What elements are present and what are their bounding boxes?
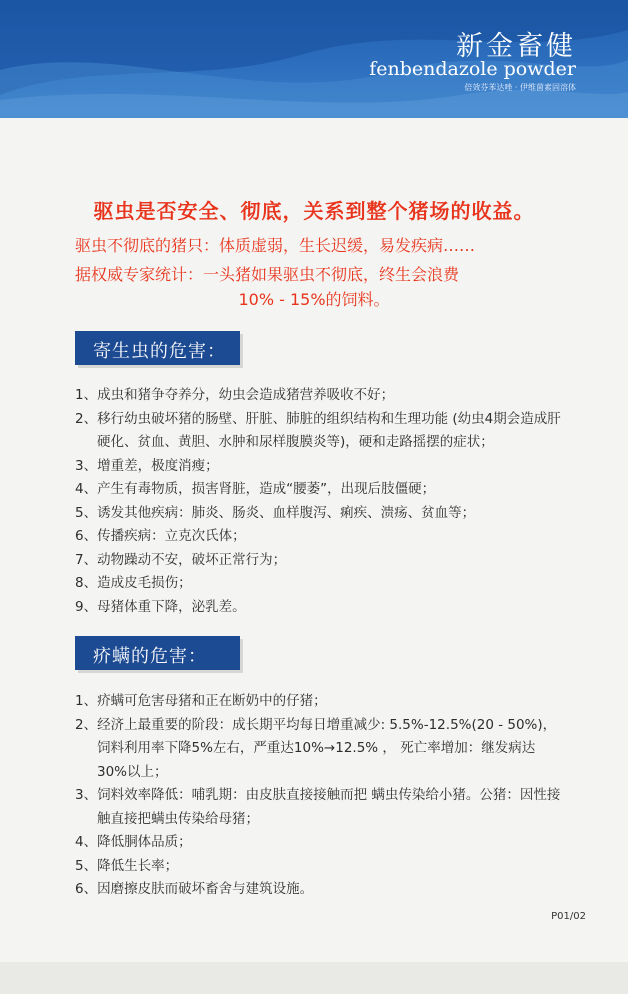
list-item: 7、动物躁动不安，破坏正常行为； [75,551,287,568]
page-bottom-edge [0,962,628,994]
brand-subtitle: 倍效芬苯达唑 · 伊维菌素固溶体 [464,83,576,92]
headline-main: 驱虫是否安全、彻底，关系到整个猪场的收益。 [93,199,535,223]
parasite-harm-list [75,384,565,619]
list-item: 9、母猪体重下降，泌乳差。 [75,598,246,615]
list-item: 2、经济上最重要的阶段：成长期平均每日增重减少: 5.5%-12.5%(20 - 50%)，饲料利用率下降5%左右，严重达10%→12.5% ， 死亡率增加：继发病达30%以上； [75,716,557,780]
brand-name-english: fenbendazole powder [369,58,576,80]
headline-line-3: 据权威专家统计：一头猪如果驱虫不彻底，终生会浪费 [75,265,460,284]
brand-name-chinese: 新金畜健 [456,31,576,62]
list-item: 6、因磨擦皮肤而破坏畜舍与建筑设施。 [75,881,314,897]
list-item: 1、疥螨可危害母猪和正在断奶中的仔猪； [75,693,327,709]
list-item: 4、产生有毒物质，损害肾脏，造成“腰萎”，出现后肢僵硬； [75,481,436,497]
section-title-text: 寄生虫的危害： [93,341,226,362]
list-item: 3、增重差，极度消瘦； [75,457,219,474]
list-item: 8、造成皮毛损伤； [75,575,192,591]
list-item: 5、降低生长率； [75,857,179,874]
list-item: 2、移行幼虫破坏猪的肠壁、肝脏、肺脏的组织结构和生理功能 (幼虫4期会造成肝硬化、贫血、黄胆、水肿和尿样腹膜炎等)，硬和走路摇摆的症状； [75,410,561,450]
mite-harm-list [75,690,565,902]
list-item: 4、降低胴体品质； [75,834,192,850]
section-title-text: 疥螨的危害： [93,646,207,667]
list-item: 3、饲料效率降低：哺乳期：由皮肤直接接触而把 螨虫传染给小猪。公猪：因性接触直接把螨虫传染给母猪； [75,787,561,827]
list-item: 6、传播疾病：立克次氏体； [75,528,246,544]
page-number: P01/02 [551,911,586,922]
list-item: 1、成虫和猪争夺养分，幼虫会造成猪营养吸收不好； [75,387,395,403]
section-title-parasite-harm [75,331,240,365]
headline-line-4: 10% - 15%的饲料。 [238,290,390,309]
header-band [0,0,628,118]
list-item: 5、诱发其他疾病：肺炎、肠炎、血样腹泻、痢疾、溃疡、贫血等； [75,504,476,521]
section-title-mite-harm [75,636,240,670]
headline-line-2: 驱虫不彻底的猪只：体质虚弱，生长迟缓，易发疾病…… [75,236,476,255]
